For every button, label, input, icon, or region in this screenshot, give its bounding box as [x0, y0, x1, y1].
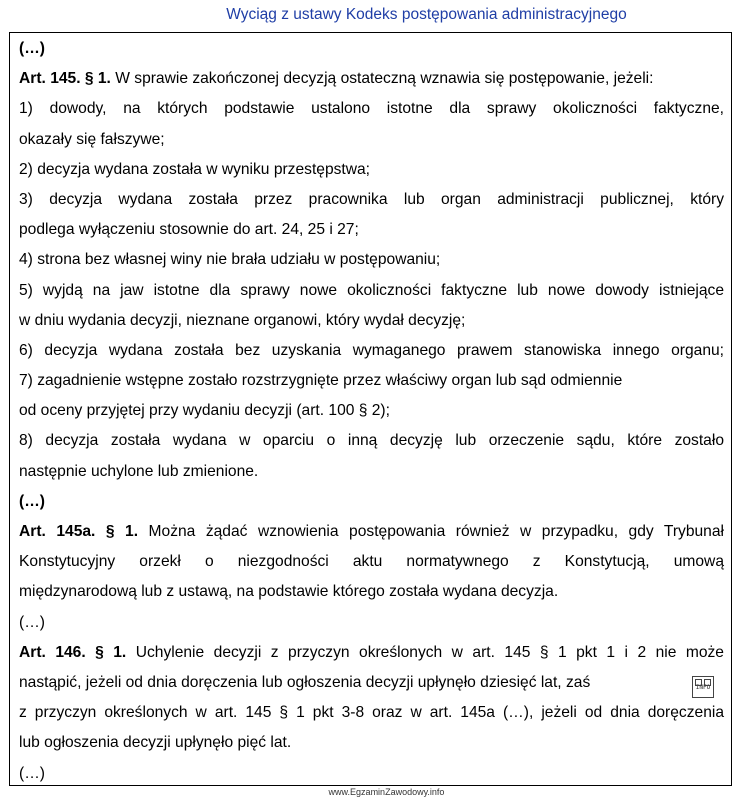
line-text: 4) strona bez własnej winy nie brała udziału w postępowaniu; — [19, 251, 441, 269]
text-line — [19, 34, 724, 64]
text-line — [19, 426, 724, 456]
text-line — [19, 668, 724, 698]
line-text: następnie uchylone lub zmienione. — [19, 462, 259, 480]
line-text: w dniu wydania decyzji, nieznane organowi, który wydał decyzję; — [19, 311, 466, 329]
text-line — [19, 125, 724, 155]
text-line — [19, 547, 724, 577]
text-line — [19, 728, 724, 758]
line-text: 1) dowody, na których podstawie ustalono istotne dla sprawy okoliczności faktyczne, — [19, 100, 724, 118]
line-text: 2) decyzja wydana została w wyniku przestępstwa; — [19, 160, 371, 178]
text-line — [19, 608, 724, 638]
article-heading: (…) — [19, 492, 45, 510]
text-line — [19, 306, 724, 336]
line-text: 8) decyzja została wydana w oparciu o inną decyzję lub orzeczenie sądu, które zostało — [19, 432, 724, 450]
line-text: 7) zagadnienie wstępne zostało rozstrzygnięte przez właściwy organ lub sąd odmiennie — [19, 372, 623, 390]
line-text: (…) — [19, 764, 45, 782]
article-heading: Art. 145a. § 1. — [19, 523, 139, 540]
text-line — [19, 517, 724, 547]
line-text: W sprawie zakończonej decyzją ostateczną wznawia się postępowanie, jeżeli: — [110, 70, 654, 88]
article-heading: (…) — [19, 40, 45, 57]
line-text: 5) wyjdą na jaw istotne dla sprawy nowe okoliczności faktyczne lub nowe dowody istniejące — [19, 281, 724, 299]
line-text: okazały się fałszywe; — [19, 130, 165, 148]
text-line — [19, 94, 724, 124]
line-text: nastąpić, jeżeli od dnia doręczenia lub ogłoszenia decyzji upłynęło dziesięć lat, zaś — [19, 673, 591, 691]
line-text: Uchylenie decyzji z przyczyn określonych w art. 145 § 1 pkt 1 i 2 nie może — [126, 643, 724, 661]
text-line — [19, 155, 724, 185]
line-text: Konstytucyjny orzekł o niezgodności aktu normatywnego z Konstytucją, umową — [19, 553, 724, 571]
line-text: (…) — [19, 613, 45, 631]
text-line — [19, 487, 724, 517]
article-heading: Art. 146. § 1. — [19, 643, 127, 661]
line-text: lub ogłoszenia decyzji upłynęło pięć lat. — [19, 734, 292, 752]
line-text: od oceny przyjętej przy wydaniu decyzji (art. 100 § 2); — [19, 402, 390, 420]
line-text: z przyczyn określonych w art. 145 § 1 pkt 3-8 oraz w art. 145a (…), jeżeli od dnia doręczenia — [19, 704, 724, 722]
document-title: Wyciąg z ustawy Kodeks postępowania administracyjnego — [226, 6, 627, 23]
line-text: międzynarodową lub z ustawą, na podstawie którego została wydana decyzja. — [19, 583, 559, 601]
text-line — [19, 64, 724, 94]
text-line — [19, 396, 724, 426]
text-line — [19, 215, 724, 245]
line-text: podlega wyłączeniu stosownie do art. 24, 25 i 27; — [19, 221, 359, 239]
text-line — [19, 336, 724, 366]
text-line — [19, 457, 724, 487]
text-line — [19, 577, 724, 607]
text-line — [19, 366, 724, 396]
text-line — [19, 759, 724, 789]
line-text: 6) decyzja wydana została bez uzyskania wymaganego prawem stanowiska innego organu; — [19, 341, 724, 359]
text-line — [19, 185, 724, 215]
text-line — [19, 698, 724, 728]
footer-url[interactable]: www.EgzaminZawodowy.info — [328, 787, 445, 797]
article-heading: Art. 145. § 1. — [19, 70, 111, 88]
line-text: 3) decyzja wydana została przez pracownika lub organ administracji publicznej, który — [19, 190, 724, 208]
text-line — [19, 245, 724, 275]
statute-text — [19, 34, 724, 789]
line-text: Można żądać wznowienia postępowania również w przypadku, gdy Trybunał — [138, 523, 724, 540]
qr-code-icon: INFO — [692, 676, 714, 698]
text-line — [19, 276, 724, 306]
text-line — [19, 638, 724, 668]
